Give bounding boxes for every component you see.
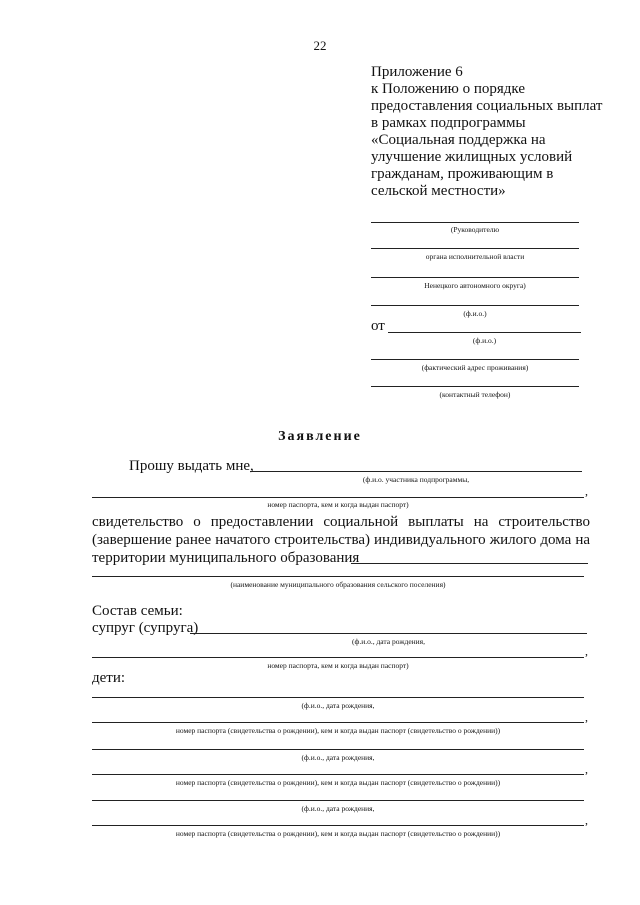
spouse-passport-field-line[interactable] <box>92 657 584 658</box>
child-3-fio-caption: (ф.и.о., дата рождения, <box>301 804 375 813</box>
appendix-line: улучшение жилищных условий <box>371 149 573 165</box>
region-field-line[interactable] <box>371 277 579 278</box>
child-2-fio-caption: (ф.и.о., дата рождения, <box>301 753 375 762</box>
comma: , <box>585 813 588 827</box>
body-line-2: (завершение ранее начатого строительства) индивидуального жилого дома на <box>92 532 590 548</box>
child-2-doc-field-line[interactable] <box>92 774 584 775</box>
participant-passport-caption: номер паспорта, кем и когда выдан паспорт) <box>267 500 409 509</box>
child-3-fio-field-line[interactable] <box>92 800 584 801</box>
child-3-doc-caption: номер паспорта (свидетельства о рождении), кем и когда выдан паспорт (свидетельство о рождении)) <box>175 829 501 838</box>
request-label: Прошу выдать мне, <box>129 458 254 474</box>
child-1-doc-caption: номер паспорта (свидетельства о рождении), кем и когда выдан паспорт (свидетельство о рождении)) <box>175 726 501 735</box>
body-line-3: территории муниципального образования <box>92 550 360 566</box>
participant-fio-field-line[interactable] <box>250 471 582 472</box>
family-heading: Состав семьи: <box>92 603 183 619</box>
spouse-passport-caption: номер паспорта, кем и когда выдан паспорт) <box>267 661 409 670</box>
spouse-fio-field-line[interactable] <box>190 633 587 634</box>
appendix-line: гражданам, проживающим в <box>371 166 554 182</box>
comma: , <box>585 762 588 776</box>
municipality-field-line[interactable] <box>351 563 588 564</box>
municipality-caption: (наименование муниципального образования сельского поселения) <box>230 580 446 589</box>
appendix-line: в рамках подпрограммы <box>371 115 526 131</box>
applicant-fio-field-line[interactable] <box>388 332 581 333</box>
head-caption: (Руководителю <box>450 225 500 234</box>
spouse-fio-caption: (ф.и.о., дата рождения, <box>351 637 425 646</box>
municipality-field-line-2[interactable] <box>92 576 584 577</box>
body-line-1: свидетельство о предоставлении социальной выплаты на строительство <box>92 514 590 530</box>
from-label: от <box>371 318 385 334</box>
address-caption: (фактический адрес проживания) <box>421 363 529 372</box>
child-1-doc-field-line[interactable] <box>92 722 584 723</box>
spouse-label: супруг (супруга) <box>92 620 199 636</box>
head-fio-caption: (ф.и.о.) <box>463 309 487 318</box>
address-field-line[interactable] <box>371 359 579 360</box>
organ-field-line[interactable] <box>371 248 579 249</box>
head-field-line[interactable] <box>371 222 579 223</box>
statement-title: Заявление <box>278 429 362 444</box>
appendix-line: предоставления социальных выплат <box>371 98 603 114</box>
comma: , <box>585 644 588 658</box>
organ-caption: органа исполнительной власти <box>425 252 525 261</box>
region-caption: Ненецкого автономного округа) <box>424 281 526 290</box>
head-fio-field-line[interactable] <box>371 305 579 306</box>
child-3-doc-field-line[interactable] <box>92 825 584 826</box>
appendix-line: «Социальная поддержка на <box>371 132 546 148</box>
appendix-line: к Положению о порядке <box>371 81 525 97</box>
appendix-block <box>371 64 611 200</box>
comma: , <box>585 710 588 724</box>
child-1-fio-field-line[interactable] <box>92 697 584 698</box>
phone-caption: (контактный телефон) <box>439 390 511 399</box>
appendix-line: Приложение 6 <box>371 64 463 80</box>
children-label: дети: <box>92 670 126 686</box>
child-2-fio-field-line[interactable] <box>92 749 584 750</box>
phone-field-line[interactable] <box>371 386 579 387</box>
appendix-line: сельской местности» <box>371 183 506 199</box>
participant-passport-field-line[interactable] <box>92 497 584 498</box>
participant-caption: (ф.и.о. участника подпрограммы, <box>362 475 470 484</box>
page-number: 22 <box>313 38 327 53</box>
child-1-fio-caption: (ф.и.о., дата рождения, <box>301 701 375 710</box>
comma: , <box>585 484 588 498</box>
child-2-doc-caption: номер паспорта (свидетельства о рождении), кем и когда выдан паспорт (свидетельство о рождении)) <box>175 778 501 787</box>
applicant-fio-caption: (ф.и.о.) <box>472 336 497 345</box>
